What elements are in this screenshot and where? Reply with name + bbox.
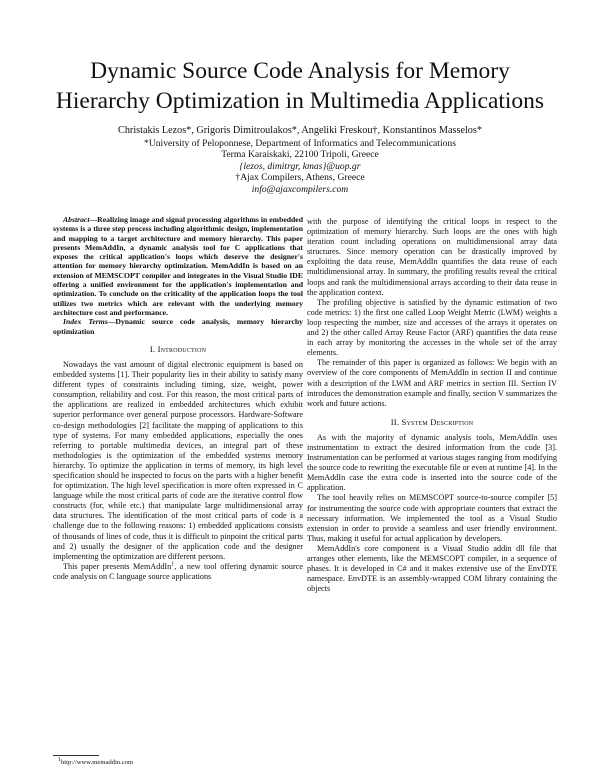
abstract-lead: Abstract: [63, 215, 90, 224]
right-column: [307, 217, 557, 594]
title-line-2: Hierarchy Optimization in Multimedia Applications: [55, 88, 545, 114]
index-terms: [53, 317, 303, 336]
intro-paragraph-continued: with the purpose of identifying the critical loops in respect to the optimization of memory hierarchy. Such loops are the ones with high iteration count including operations on multidimensional array data structures. Since memory operation can be drastically improved by exploiting the data reuse, MemAddIn quantifies the data reuse of each multidimensional array. In summary, the profiling results reveal the critical loops and rank the multidimensional arrays according to their data reuse in the application context.: [307, 217, 557, 297]
paper-title: [40, 56, 560, 116]
affiliation-1: *University of Peloponnese, Department of Informatics and Telecommunications: [144, 137, 456, 149]
abstract: [53, 215, 303, 317]
index-terms-text: —Dynamic source code analysis, memory hierarchy optimization: [53, 317, 303, 336]
abstract-text: —Realizing image and signal processing algorithms in embedded systems is a three step process including algorithmic design, implementation and mapping to a target architecture and memory hierarchy. This paper presents MemAddIn, a dynamic analysis tool for C applications that exposes the critical application's loops which deserve the designer's attention for memory hierarchy optimization. MemAddIn is based on an extension of MEMSCOPT compiler and integrates in the Visual Studio IDE offering a unified environment for the application's implementation and optimization. To conclude on the criticality of the application loops the tool utilizes two metrics which are relevant with the underlying memory architecture cost and performance.: [53, 215, 303, 317]
footnote: [58, 756, 134, 767]
intro-paragraph-4: The remainder of this paper is organized as follows: We begin with an overview of the core components of MemAddIn in section II and continue with a description of the LWM and ARF metrics in section III. Section IV introduces the demonstration example and finally, section V summarizes the work and future actions.: [307, 358, 557, 408]
system-paragraph-1: As with the majority of dynamic analysis tools, MemAddIn uses instrumentation to extract the desired information from the code [3]. Instrumentation can be performed at various stages ranging from modifying the source code to rewriting the executable file or even at runtime [4]. In the MemAddIn case the extra code is inserted into the source code of the application.: [307, 432, 557, 493]
affiliation-2: †Ajax Compilers, Athens, Greece: [235, 172, 365, 183]
author-block: [40, 125, 560, 195]
left-column: [53, 215, 303, 582]
section-heading-introduction: I. Introduction: [149, 343, 207, 354]
company-email: info@ajaxcompilers.com: [251, 183, 349, 195]
index-terms-lead: Index Terms: [63, 317, 108, 327]
title-line-1: Dynamic Source Code Analysis for Memory: [90, 58, 510, 84]
footnote-marker: 1: [171, 561, 175, 568]
intro-p2-end: , a new tool offering dynamic source code analysis on C language source applications: [53, 561, 303, 581]
author-emails: {lezos, dimitrgr, kmas}@uop.gr: [239, 160, 361, 172]
affiliation-address: Terma Karaiskaki, 22100 Tripoli, Greece: [221, 149, 379, 160]
section-heading-system-description: II. System Description: [390, 416, 474, 427]
intro-paragraph-3: The profiling objective is satisfied by the dynamic estimation of two code metrics: 1) the first one called Loop Weight Metric (LWM) weights a loop respecting the number, size and accesses of the arrays it operates on and 2) the other called Array Reuse Factor (ARF) quantifies the data reuse in each array by monitoring the accesses in the whole set of the array elements.: [307, 297, 557, 358]
intro-p2-start: This paper presents MemAddIn: [63, 561, 172, 571]
system-paragraph-2: The tool heavily relies on MEMSCOPT source-to-source compiler [5] for instrumenting the source code with appropriate counters that extract the necessary information. We implemented the tool as a Visual Studio extension in order to provide a seamless and user friendly environment. Thus, making it useful for actual application by developers.: [307, 493, 557, 543]
footnote-url: http://www.memaddin.com: [61, 759, 134, 766]
intro-paragraph-2: [53, 562, 303, 582]
footnote-number: 1: [58, 756, 61, 763]
intro-paragraph-1: Nowadays the vast amount of digital electronic equipment is based on embedded systems [1]. Their popularity lies in their ability to satisfy many different types of constraints including timing, size, weight, power consumption, reliability and cost. For this reason, the most critical parts of the applications are realized in embedded architectures which exhibit superior performance over general purpose processors. Hardware-Software co-design methodologies [2] facilitate the mapping of applications to this type of systems. For many embedded applications, especially the ones referring to portable multimedia devices, an integral part of these methodologies is the optimization of the embedded systems memory hierarchy. To optimize the application in terms of memory, its high level specification should be inspected to focus on the parts with a higher benefit for optimization. The high level specification is more often expressed in C language while the most critical parts of code are the iterative control flow constructs (for, while etc.) that manipulate large multidimensional array data structures. The identification of the most critical parts of code is a challenge due to the following reasons: 1) embedded applications consists of thousands of lines of code, thus it is difficult to pinpoint the critical parts and 2) usually the designer of the application code and the designer implementing the optimization are different persons.: [53, 359, 303, 561]
system-paragraph-3: MemAddIn's core component is a Visual Studio addin dll file that arranges other elements, like the MEMSCOPT compiler, in a sequence of phases. It is developed in C# and it makes extensive use of the EnvDTE namespace. EnvDTE is an assembly-wrapped COM library containing the objects: [307, 543, 557, 594]
author-names: Christakis Lezos*, Grigoris Dimitroulakos*, Angeliki Freskou†, Konstantinos Masselos*: [118, 125, 482, 136]
